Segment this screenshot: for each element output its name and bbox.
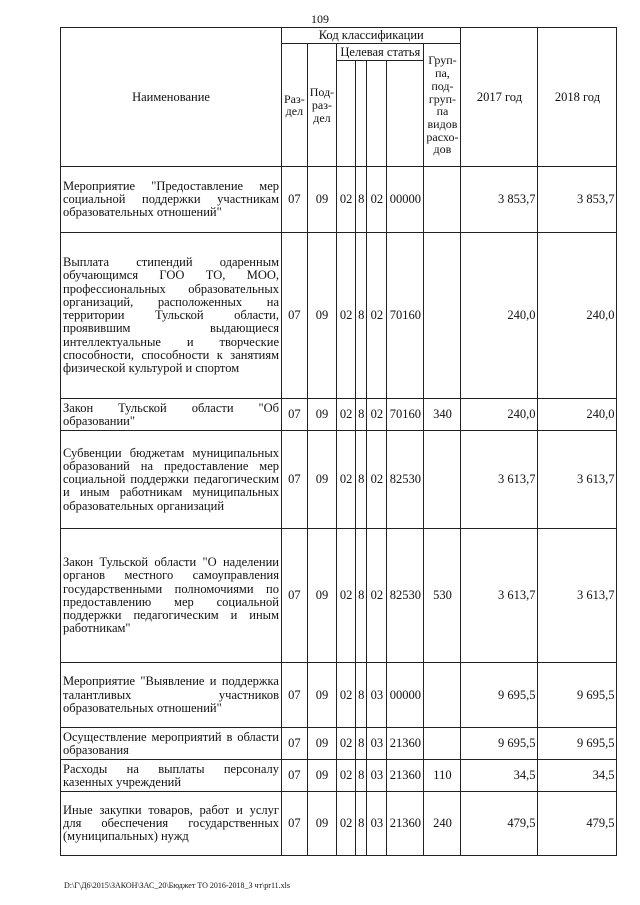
- row-target-program: 02: [337, 760, 356, 792]
- row-target-event: 02: [367, 399, 387, 431]
- row-target-program: 02: [337, 663, 356, 728]
- table-row: [61, 792, 617, 856]
- row-target-subprogram: 8: [356, 233, 367, 399]
- row-section: 07: [282, 399, 308, 431]
- row-value-2018: 3 613,7: [538, 431, 617, 529]
- row-target-event: 03: [367, 728, 387, 760]
- row-name: Осуществление мероприятий в области образования: [61, 728, 282, 760]
- row-target-subprogram: 8: [356, 167, 367, 233]
- row-section: 07: [282, 728, 308, 760]
- row-target-event: 03: [367, 792, 387, 856]
- row-subsection: 09: [307, 663, 336, 728]
- row-value-2017: 240,0: [461, 233, 538, 399]
- page-number: 109: [311, 12, 329, 26]
- row-target-subprogram: 8: [356, 728, 367, 760]
- row-target-direction: 82530: [387, 529, 424, 663]
- row-section: 07: [282, 792, 308, 856]
- row-name: Закон Тульской области "Об образовании": [61, 399, 282, 431]
- row-expense-group: 530: [424, 529, 461, 663]
- header-target-sub-4: [387, 61, 424, 167]
- row-value-2018: 9 695,5: [538, 728, 617, 760]
- budget-table: [60, 27, 617, 856]
- row-value-2018: 34,5: [538, 760, 617, 792]
- header-classification-code: Код классификации: [282, 28, 461, 44]
- header-target-article: Целевая статья: [337, 44, 424, 61]
- row-name: Иные закупки товаров, работ и услуг для обеспечения государственных (муниципальных) нужд: [61, 792, 282, 856]
- header-section: Раз- дел: [282, 44, 308, 167]
- row-subsection: 09: [307, 233, 336, 399]
- row-target-direction: 00000: [387, 167, 424, 233]
- row-subsection: 09: [307, 760, 336, 792]
- row-name: Закон Тульской области "О наделении органов местного самоуправления государственными полномочиями по предоставлению мер социальной поддержки педагогическим и иным работникам": [61, 529, 282, 663]
- row-target-program: 02: [337, 233, 356, 399]
- table-row: [61, 663, 617, 728]
- row-value-2018: 3 853,7: [538, 167, 617, 233]
- row-value-2018: 9 695,5: [538, 663, 617, 728]
- row-subsection: 09: [307, 728, 336, 760]
- row-target-subprogram: 8: [356, 760, 367, 792]
- table-row: [61, 728, 617, 760]
- row-target-subprogram: 8: [356, 792, 367, 856]
- row-name: Субвенции бюджетам муниципальных образований на предоставление мер социальной поддержки педагогическим и иным работникам муниципальных образовательных организаций: [61, 431, 282, 529]
- row-name: Выплата стипендий одаренным обучающимся ГОО ТО, МОО, профессиональных образовательных организаций, расположенных на территории Тульской области, проявившим выдающиеся интеллектуальные и творческие способности, способности к занятиям физической культурой и спортом: [61, 233, 282, 399]
- row-subsection: 09: [307, 431, 336, 529]
- row-target-event: 02: [367, 167, 387, 233]
- row-value-2018: 240,0: [538, 399, 617, 431]
- row-value-2017: 9 695,5: [461, 663, 538, 728]
- row-target-direction: 21360: [387, 792, 424, 856]
- header-target-sub-1: [337, 61, 356, 167]
- table-row: [61, 529, 617, 663]
- row-target-direction: 21360: [387, 760, 424, 792]
- table-row: [61, 233, 617, 399]
- row-value-2017: 9 695,5: [461, 728, 538, 760]
- row-target-event: 03: [367, 760, 387, 792]
- row-expense-group: 110: [424, 760, 461, 792]
- row-target-direction: 70160: [387, 399, 424, 431]
- row-value-2017: 3 613,7: [461, 529, 538, 663]
- header-target-sub-3: [367, 61, 387, 167]
- row-expense-group: [424, 167, 461, 233]
- row-subsection: 09: [307, 529, 336, 663]
- row-target-direction: 82530: [387, 431, 424, 529]
- table-row: [61, 399, 617, 431]
- row-target-direction: 00000: [387, 663, 424, 728]
- row-target-direction: 21360: [387, 728, 424, 760]
- header-expense-group: Груп- па, под- груп- па видов расхо- дов: [424, 44, 461, 167]
- row-name: Расходы на выплаты персоналу казенных учреждений: [61, 760, 282, 792]
- row-value-2018: 240,0: [538, 233, 617, 399]
- table-row: [61, 760, 617, 792]
- row-target-event: 02: [367, 529, 387, 663]
- row-expense-group: [424, 728, 461, 760]
- header-target-sub-2: [356, 61, 367, 167]
- row-target-subprogram: 8: [356, 663, 367, 728]
- file-path-footer: D:\Г\Д6\2015\ЗАКОН\ЗАС_20\Бюджет ТО 2016-2018_3 чт\pr11.xls: [64, 881, 290, 890]
- row-value-2018: 479,5: [538, 792, 617, 856]
- row-section: 07: [282, 431, 308, 529]
- row-target-program: 02: [337, 431, 356, 529]
- row-subsection: 09: [307, 792, 336, 856]
- row-target-direction: 70160: [387, 233, 424, 399]
- row-section: 07: [282, 167, 308, 233]
- header-year-2017: 2017 год: [461, 28, 538, 167]
- row-section: 07: [282, 233, 308, 399]
- row-target-program: 02: [337, 399, 356, 431]
- row-target-program: 02: [337, 792, 356, 856]
- row-section: 07: [282, 663, 308, 728]
- table-row: [61, 167, 617, 233]
- row-expense-group: [424, 663, 461, 728]
- header-subsection: Под- раз- дел: [307, 44, 336, 167]
- row-target-program: 02: [337, 529, 356, 663]
- header-name: Наименование: [61, 28, 282, 167]
- row-target-subprogram: 8: [356, 529, 367, 663]
- row-target-program: 02: [337, 167, 356, 233]
- row-subsection: 09: [307, 167, 336, 233]
- table-row: [61, 431, 617, 529]
- row-value-2017: 3 853,7: [461, 167, 538, 233]
- row-expense-group: [424, 233, 461, 399]
- row-expense-group: 340: [424, 399, 461, 431]
- row-target-event: 03: [367, 663, 387, 728]
- table-header: [61, 28, 617, 167]
- row-expense-group: 240: [424, 792, 461, 856]
- row-name: Мероприятие "Предоставление мер социальной поддержки участникам образовательных отношений": [61, 167, 282, 233]
- row-section: 07: [282, 529, 308, 663]
- row-target-event: 02: [367, 431, 387, 529]
- row-target-subprogram: 8: [356, 431, 367, 529]
- row-name: Мероприятие "Выявление и поддержка талантливых участников образовательных отношений": [61, 663, 282, 728]
- row-value-2017: 34,5: [461, 760, 538, 792]
- row-value-2017: 240,0: [461, 399, 538, 431]
- row-section: 07: [282, 760, 308, 792]
- row-subsection: 09: [307, 399, 336, 431]
- row-target-event: 02: [367, 233, 387, 399]
- row-value-2017: 3 613,7: [461, 431, 538, 529]
- row-target-subprogram: 8: [356, 399, 367, 431]
- row-expense-group: [424, 431, 461, 529]
- row-value-2018: 3 613,7: [538, 529, 617, 663]
- header-year-2018: 2018 год: [538, 28, 617, 167]
- table-body: [61, 167, 617, 856]
- row-target-program: 02: [337, 728, 356, 760]
- row-value-2017: 479,5: [461, 792, 538, 856]
